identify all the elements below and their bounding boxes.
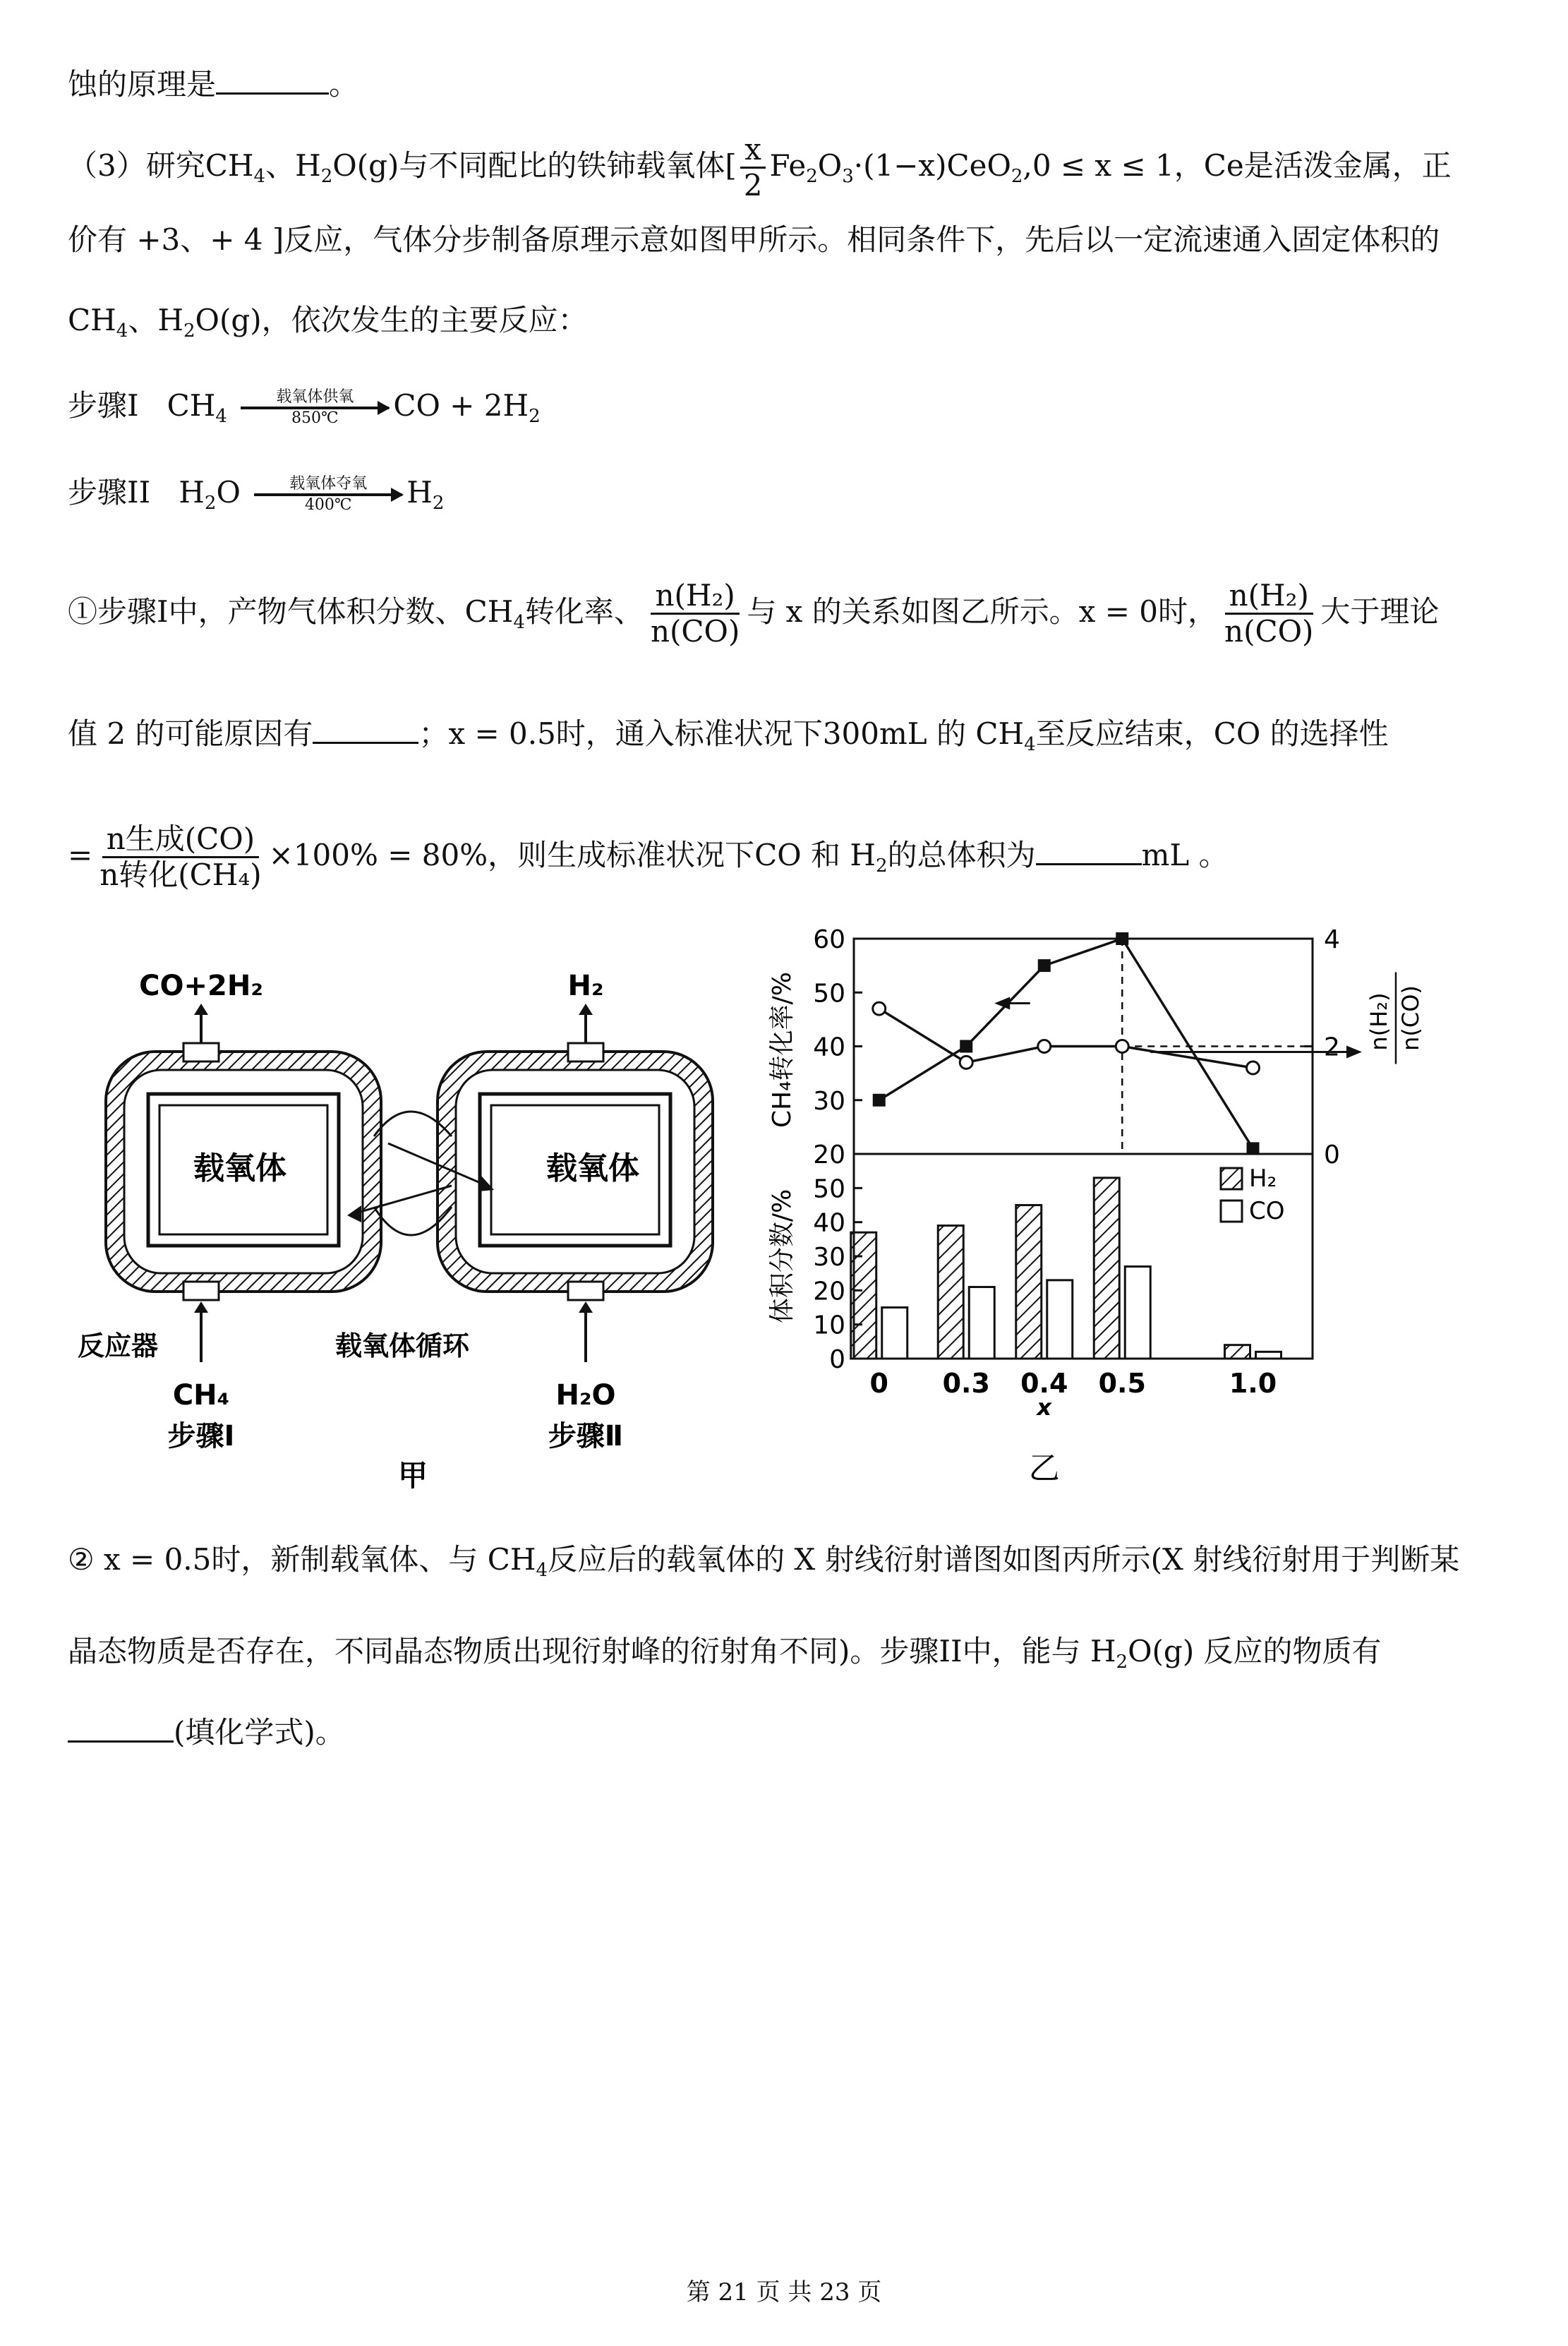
input-left-label: CH₄ [172,1379,230,1412]
x-tick-label: 1.0 [1229,1368,1277,1399]
arrow-top-label: 载氧体夺氧 [289,475,368,493]
arrow-bottom-label: 850℃ [291,409,339,427]
subscript: 3 [842,165,854,187]
page-footer: 第 21 页 共 23 页 [686,2278,882,2306]
subscript: 4 [116,320,128,342]
reactor-right [438,1043,713,1300]
question-2-line-2 [68,1630,1382,1683]
answer-blank[interactable] [68,1740,174,1743]
output-right-label: H₂ [567,970,604,1002]
text: (填化学式)。 [174,1715,345,1750]
step-2-reaction [68,471,444,524]
text: 大于理论 [1320,594,1440,629]
reactant: O [216,475,241,510]
point-ratio [1116,1040,1128,1053]
text: mL 。 [1141,837,1229,872]
subscript: 2 [1116,1652,1128,1673]
text: 、H [128,303,183,337]
text: ①步骤I中，产物气体积分数、CH [68,594,514,629]
x-tick-label: 0.4 [1020,1368,1068,1399]
text: 转化率、 [524,594,644,629]
bar-h2 [1016,1205,1042,1359]
line-3 [68,219,1440,261]
figure-jia-caption: 甲 [397,1458,428,1489]
y-tick-label: 10 [813,1311,845,1340]
y-tick-label: 40 [813,1208,845,1238]
reactant: H [179,475,205,510]
text: ,0 ≤ x ≤ 1，Ce是活泼金属，正 [1023,148,1452,183]
product: CO + 2H [393,388,529,423]
text: 晶态物质是否存在，不同晶态物质出现衍射峰的衍射角不同)。步骤II中，能与 H [68,1634,1116,1668]
y-tick-label: 30 [813,1086,845,1116]
answer-blank[interactable] [1036,863,1142,865]
fraction: $\frac{x}{2}$ [740,133,767,203]
subscript: 4 [513,611,525,633]
question-1-line-3 [68,822,1229,893]
text: 至反应结束，CO 的选择性 [1035,716,1389,751]
line-2 [68,133,1452,203]
input-right-label: H₂O [555,1379,616,1412]
product: H [406,475,433,510]
subscript: 4 [215,406,227,428]
text: O [817,148,843,183]
legend-label-co: CO [1249,1197,1285,1225]
point-ch4 [960,1040,972,1053]
question-1-line-2 [68,713,1389,766]
text: 价有 +3、+ 4 ]反应，气体分步制备原理示意如图甲所示。相同条件下，先后以一定流速通入固定体积的 [68,222,1440,257]
output-left-label: CO+2H₂ [139,970,263,1002]
text: ·(1−x)CeO [853,148,1011,183]
y-tick-label: 0 [829,1345,845,1374]
legend-label-h2: H₂ [1249,1165,1277,1193]
text: O(g) 反应的物质有 [1128,1634,1382,1668]
point-ratio [873,1002,886,1015]
y-tick-label: 20 [813,1277,845,1306]
cycle-label: 载氧体循环 [334,1330,470,1361]
line-4 [68,299,588,352]
step-left-label: 步骤Ⅰ [167,1420,235,1452]
subscript: 2 [320,165,333,187]
text: O(g)与不同配比的铁铈载氧体[ [332,148,737,183]
answer-blank[interactable] [216,92,329,95]
text: 与 x 的关系如图乙所示。x = 0时， [747,594,1218,629]
step-right-label: 步骤Ⅱ [548,1420,624,1452]
x-tick-label: 0 [869,1368,888,1399]
reactor-label: 反应器 [78,1330,159,1361]
axis-pointer-right-head [1346,1046,1362,1059]
y-tick-label: 20 [813,1141,845,1169]
y-tick-label: 50 [813,1174,845,1204]
x-tick-label: 0.5 [1098,1368,1146,1399]
question-1-line-1 [68,579,1439,649]
y-right-tick-label: 4 [1324,925,1340,954]
subscript: 2 [1011,165,1023,187]
series-line-ratio [879,1009,1253,1068]
bar-co [882,1308,907,1359]
plot-frame [854,1154,1313,1359]
text: 反应后的载氧体的 X 射线衍射谱图如图丙所示(X 射线衍射用于判断某 [548,1542,1460,1577]
arrow-bottom-label: 400℃ [304,496,352,514]
point-ratio [960,1056,972,1069]
text: 。 [329,67,359,102]
y-right-tick-label: 0 [1324,1141,1340,1169]
text: O(g)，依次发生的主要反应： [195,303,588,337]
text: 值 2 的可能原因有 [68,716,313,751]
bar-co [969,1287,994,1359]
carrier-right-label: 载氧体 [546,1150,639,1186]
reactor-left [106,1043,381,1300]
text: CH [68,303,116,337]
bar-h2 [938,1226,963,1359]
y-axis-label: CH₄转化率/% [768,972,797,1128]
fraction: $\frac{\text{n(H₂)}}{n(CO)}$ [650,578,740,649]
point-ch4 [873,1094,886,1107]
y-tick-label: 30 [813,1243,845,1272]
subscript: 4 [536,1560,548,1582]
text: ×100% = 80%，则生成标准状况下CO 和 H [268,837,876,872]
text: ② x = 0.5时，新制载氧体、与 CH [68,1542,536,1577]
subscript: 2 [183,320,195,342]
question-2-line-3 [68,1712,345,1754]
bar-h2 [1094,1178,1119,1359]
subscript: 2 [529,406,541,428]
subscript: 2 [432,493,445,515]
answer-blank[interactable] [313,742,418,744]
subscript: 4 [253,165,266,187]
x-tick-label: 0.3 [942,1368,990,1399]
point-ratio [1038,1040,1051,1053]
subscript: 2 [204,493,217,515]
y-right-label-denominator: n(CO) [1397,985,1424,1051]
point-ratio [1247,1061,1260,1074]
text: ；x = 0.5时，通入标准状况下300mL 的 CH [418,716,1025,751]
subscript: 4 [1024,734,1036,756]
step-label: 步骤II [68,475,151,510]
x-axis-label: x [1037,1394,1052,1421]
bar-co [1256,1352,1281,1359]
y-axis-label: 体积分数/% [768,1189,797,1324]
y-right-label-numerator: n(H₂) [1365,992,1392,1051]
step-1-reaction [68,385,541,438]
y-tick-label: 40 [813,1033,845,1062]
fraction: $\frac{\text{n(H₂)}}{n(CO)}$ [1224,578,1314,649]
y-tick-label: 60 [813,925,845,954]
fraction: $\frac{\text{n生成(CO)}}{\text{n转化(CH₄)}}$ [99,822,262,893]
y-right-tick-label: 2 [1324,1033,1340,1062]
subscript: 2 [876,855,888,877]
text: Fe [769,148,807,183]
step-label: 步骤I [68,388,139,423]
chart-top-line [768,925,1424,1169]
text: 、H [265,148,321,183]
question-2-line-1 [68,1539,1459,1592]
text: CH [205,148,254,183]
figure-yi-chart [748,918,1524,1524]
y-tick-label: 50 [813,979,845,1009]
bar-co [1047,1280,1073,1359]
bar-h2 [1225,1345,1250,1359]
point-ch4 [1038,959,1051,972]
text: （3）研究 [68,148,205,183]
arrow-top-label: 载氧体供氧 [276,388,354,406]
chart-bottom-bar [768,1154,1313,1486]
carrier-left-label: 载氧体 [193,1150,287,1186]
reactant: CH [167,388,216,423]
reaction-arrow [241,388,389,428]
legend-swatch-h2 [1221,1168,1242,1189]
reaction-arrow [254,475,402,515]
text: 的总体积为 [887,837,1036,872]
line-1 [68,64,358,106]
legend-swatch-co [1221,1201,1242,1222]
subscript: 2 [806,165,818,187]
bar-co [1125,1267,1150,1359]
figure-yi-caption: 乙 [1028,1450,1060,1486]
text: 蚀的原理是 [68,67,217,102]
figure-jia-diagram [71,939,748,1489]
text: = [68,837,93,872]
point-ch4 [1116,932,1128,945]
bar-h2 [851,1232,876,1359]
